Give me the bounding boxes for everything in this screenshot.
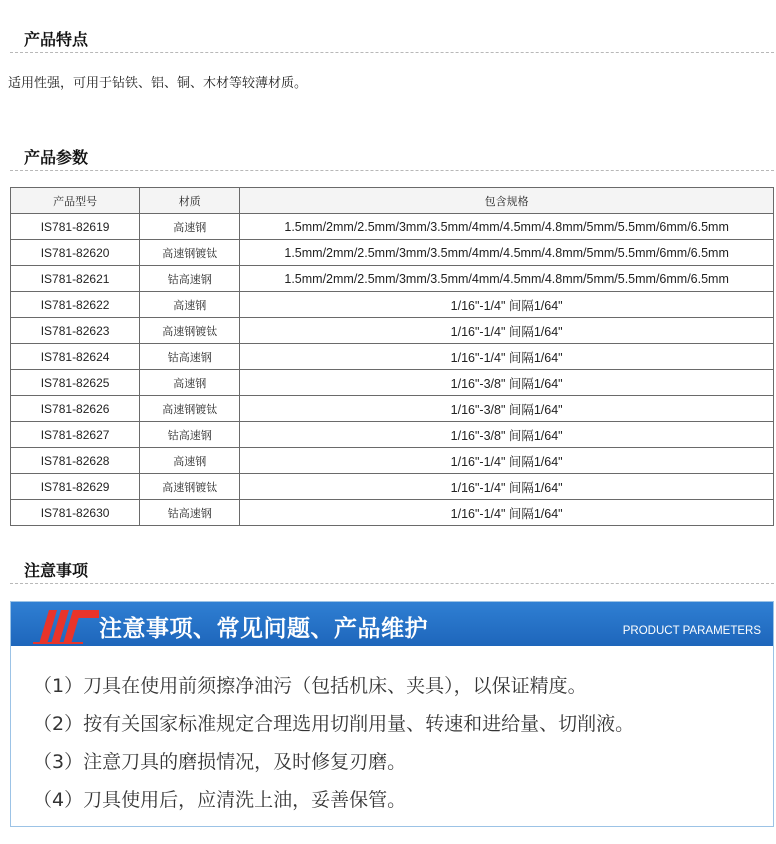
spec-cell: 1/16"-1/4" 间隔1/64" <box>240 500 774 526</box>
table-header-row <box>11 188 774 214</box>
notes-title: 注意事项 <box>24 561 89 580</box>
spec-cell: 1/16"-3/8" 间隔1/64" <box>240 396 774 422</box>
spec-cell: 1/16"-3/8" 间隔1/64" <box>240 370 774 396</box>
model-cell: IS781-82625 <box>11 370 140 396</box>
table-row <box>11 318 774 344</box>
table-row <box>11 422 774 448</box>
features-text: 适用性强，可用于钻铁、铝、铜、木材等较薄材质。 <box>8 76 308 91</box>
table-row <box>11 448 774 474</box>
material-cell: 钴高速钢 <box>140 422 240 448</box>
table-row <box>11 370 774 396</box>
table-row <box>11 344 774 370</box>
material-cell: 高速钢 <box>140 292 240 318</box>
material-cell: 高速钢 <box>140 370 240 396</box>
divider <box>10 52 774 53</box>
material-cell: 高速钢 <box>140 214 240 240</box>
model-cell: IS781-82628 <box>11 448 140 474</box>
table-row <box>11 266 774 292</box>
banner-subtitle: PRODUCT PARAMETERS <box>622 625 761 637</box>
model-cell: IS781-82627 <box>11 422 140 448</box>
table-row <box>11 474 774 500</box>
spec-cell: 1/16"-1/4" 间隔1/64" <box>240 292 774 318</box>
material-cell: 高速钢镀钛 <box>140 396 240 422</box>
model-cell: IS781-82621 <box>11 266 140 292</box>
table-row <box>11 214 774 240</box>
material-cell: 高速钢镀钛 <box>140 474 240 500</box>
header-model: 产品型号 <box>11 188 140 214</box>
table-row <box>11 240 774 266</box>
note-item: （3）注意刀具的磨损情况，及时修复刃磨。 <box>33 751 407 773</box>
table-row <box>11 292 774 318</box>
features-title: 产品特点 <box>24 30 89 49</box>
stripes-logo-icon <box>33 606 101 646</box>
table-row <box>11 396 774 422</box>
note-item: （1）刀具在使用前须擦净油污（包括机床、夹具），以保证精度。 <box>33 675 587 697</box>
header-spec: 包含规格 <box>240 188 774 214</box>
material-cell: 高速钢镀钛 <box>140 318 240 344</box>
spec-table <box>10 187 774 526</box>
spec-cell: 1/16"-1/4" 间隔1/64" <box>240 318 774 344</box>
model-cell: IS781-82620 <box>11 240 140 266</box>
divider <box>10 170 774 171</box>
params-title: 产品参数 <box>24 148 89 167</box>
model-cell: IS781-82630 <box>11 500 140 526</box>
material-cell: 高速钢 <box>140 448 240 474</box>
notes-list <box>33 667 634 819</box>
model-cell: IS781-82629 <box>11 474 140 500</box>
model-cell: IS781-82619 <box>11 214 140 240</box>
material-cell: 钴高速钢 <box>140 344 240 370</box>
notes-banner <box>11 602 773 646</box>
header-material: 材质 <box>140 188 240 214</box>
notes-panel <box>10 601 774 827</box>
material-cell: 高速钢镀钛 <box>140 240 240 266</box>
material-cell: 钴高速钢 <box>140 266 240 292</box>
divider <box>10 583 774 584</box>
spec-cell: 1/16"-3/8" 间隔1/64" <box>240 422 774 448</box>
model-cell: IS781-82626 <box>11 396 140 422</box>
spec-cell: 1.5mm/2mm/2.5mm/3mm/3.5mm/4mm/4.5mm/4.8mm/5mm/5.5mm/6mm/6.5mm <box>240 266 774 292</box>
spec-cell: 1/16"-1/4" 间隔1/64" <box>240 448 774 474</box>
spec-cell: 1/16"-1/4" 间隔1/64" <box>240 474 774 500</box>
banner-title: 注意事项、常见问题、产品维护 <box>99 616 428 642</box>
material-cell: 钴高速钢 <box>140 500 240 526</box>
note-item: （4）刀具使用后，应清洗上油，妥善保管。 <box>33 789 407 811</box>
model-cell: IS781-82623 <box>11 318 140 344</box>
table-row <box>11 500 774 526</box>
spec-cell: 1.5mm/2mm/2.5mm/3mm/3.5mm/4mm/4.5mm/4.8mm/5mm/5.5mm/6mm/6.5mm <box>240 240 774 266</box>
model-cell: IS781-82622 <box>11 292 140 318</box>
model-cell: IS781-82624 <box>11 344 140 370</box>
spec-cell: 1/16"-1/4" 间隔1/64" <box>240 344 774 370</box>
spec-cell: 1.5mm/2mm/2.5mm/3mm/3.5mm/4mm/4.5mm/4.8mm/5mm/5.5mm/6mm/6.5mm <box>240 214 774 240</box>
note-item: （2）按有关国家标准规定合理选用切削用量、转速和进给量、切削液。 <box>33 713 635 735</box>
